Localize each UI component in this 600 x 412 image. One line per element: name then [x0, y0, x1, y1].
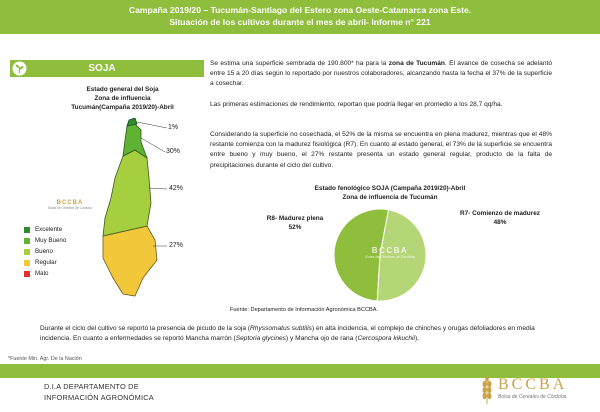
- legend-swatch: [24, 238, 30, 244]
- tucuman-map: [95, 118, 175, 303]
- wheat-icon: [480, 376, 494, 404]
- department-name: [44, 381, 154, 403]
- bottom-italic-1: Rhyssomatus subtilis: [250, 325, 312, 332]
- pie-label-r7: [450, 209, 550, 227]
- header-line-2: Situación de los cultivos durante el mes de abril- Informe n° 221: [169, 17, 431, 27]
- pct-excelente: 1%: [168, 124, 179, 131]
- legend-item: [24, 268, 66, 279]
- legend-label: Regular: [35, 259, 57, 266]
- bottom-text-2: ) en alta incidencia, el complejo de chinches y orugas defoliadores en media incidencia. En cuanto a enfermedades se reportó Mancha marrón (: [40, 325, 535, 342]
- pie-title-line-1: Estado fenológico SOJA (Campaña 2019/20)-Abril: [314, 185, 466, 192]
- bottom-text-1: Durante el ciclo del cultivo se reportó la presencia de picudo de la soja (: [40, 325, 251, 332]
- map-title-line-1: Estado general del Soja: [86, 86, 159, 93]
- map-logo-name: BCCBA: [56, 200, 84, 206]
- paragraph-3: Considerando la superficie no cosechada, el 52% de la misma se encuentra en plena madurez, mientras que el 48% restante comienza con la madurez fisiológica (R7). En cuanto al estado general, el 73% de la superficie se encuentra entre bueno y muy bueno, el 27% restante presenta un estado general regular, producto de la falta de precipitaciones durante el ciclo del cultivo.: [210, 131, 552, 169]
- bccba-logo: [480, 376, 567, 404]
- bottom-italic-2: Septoria glycines: [235, 335, 286, 342]
- footer-logo-name: BCCBA: [498, 376, 568, 393]
- pie-label-r7-value: 48%: [493, 219, 507, 226]
- paragraph-1: [210, 59, 552, 90]
- pie-watermark: [362, 246, 418, 259]
- pct-bueno: 42%: [169, 185, 184, 192]
- report-header: [0, 0, 600, 34]
- map-title: [40, 85, 205, 112]
- chart-source: Fuente: Departamento de Información Agronómica BCCBA.: [230, 307, 378, 313]
- pie-label-r8-value: 52%: [288, 224, 302, 231]
- map-logo-sub: Bolsa de Cereales de Córdoba: [48, 206, 92, 210]
- section-title: SOJA: [88, 63, 116, 74]
- map-region-regular: [103, 226, 157, 296]
- legend-label: Malo: [35, 270, 49, 277]
- legend-item: [24, 224, 66, 235]
- pie-watermark-sub: Bolsa de Cereales de Córdoba: [365, 255, 415, 259]
- map-region-bueno: [103, 150, 151, 236]
- bottom-paragraph: [40, 324, 562, 344]
- map-logo: [46, 200, 94, 210]
- paragraph-1-bold: zona de Tucumán: [388, 60, 445, 67]
- pct-regular: 27%: [169, 242, 184, 249]
- paragraph-1-text-a: Se estima una superficie sembrada de 190.800* ha para la: [210, 60, 389, 67]
- legend-label: Muy Bueno: [35, 237, 67, 244]
- map-legend: [24, 224, 66, 279]
- paragraph-1-text-b: . El avance de cosecha se adelantó entre 15 a 20 días según lo reportado por nuestros colaboradores, alcanzando hasta la fecha el 37% de la superficie a cosechar.: [210, 60, 553, 88]
- department-line-1: D.I.A DEPARTAMENTO DE: [44, 382, 139, 391]
- legend-label: Bueno: [35, 248, 53, 255]
- pie-title-line-2: Zona de influencia de Tucumán: [342, 194, 438, 201]
- paragraph-2: Las primeras estimaciones de rendimiento, reportan que podría llegar en promedio a los 28,7 qq/ha.: [210, 101, 503, 108]
- legend-swatch: [24, 227, 30, 233]
- department-line-2: INFORMACIÓN AGRONÓMICA: [44, 393, 154, 402]
- pie-label-r8: [250, 214, 340, 232]
- pct-muy-bueno: 30%: [166, 148, 181, 155]
- map-title-line-3: Tucumán(Campaña 2019/20)-Abril: [71, 104, 174, 111]
- bottom-italic-3: Cercospora kikuchii: [357, 335, 415, 342]
- legend-swatch: [24, 260, 30, 266]
- header-line-1: Campaña 2019/20 – Tucumán-Santiago del Estero zona Oeste-Catamarca zona Este.: [128, 5, 472, 15]
- legend-swatch: [24, 271, 30, 277]
- pie-title: [290, 184, 490, 202]
- pie-label-r7-name: R7- Comienzo de madurez: [460, 210, 540, 217]
- bottom-text-3: ) y Mancha ojo de rana (: [285, 335, 358, 342]
- source-note: *Fuente Min. Agr. De la Nación: [8, 356, 82, 362]
- bottom-text-4: ).: [414, 335, 420, 342]
- legend-swatch: [24, 249, 30, 255]
- map-title-line-2: Zona de influencia: [94, 95, 151, 102]
- pie-watermark-name: BCCBA: [371, 246, 409, 255]
- legend-item: [24, 257, 66, 268]
- legend-item: [24, 235, 66, 246]
- footer-logo-sub: Bolsa de Cereales de Córdoba: [498, 394, 567, 400]
- legend-label: Excelente: [35, 226, 63, 233]
- legend-item: [24, 246, 66, 257]
- pie-label-r8-name: R8- Madurez plena: [266, 215, 324, 222]
